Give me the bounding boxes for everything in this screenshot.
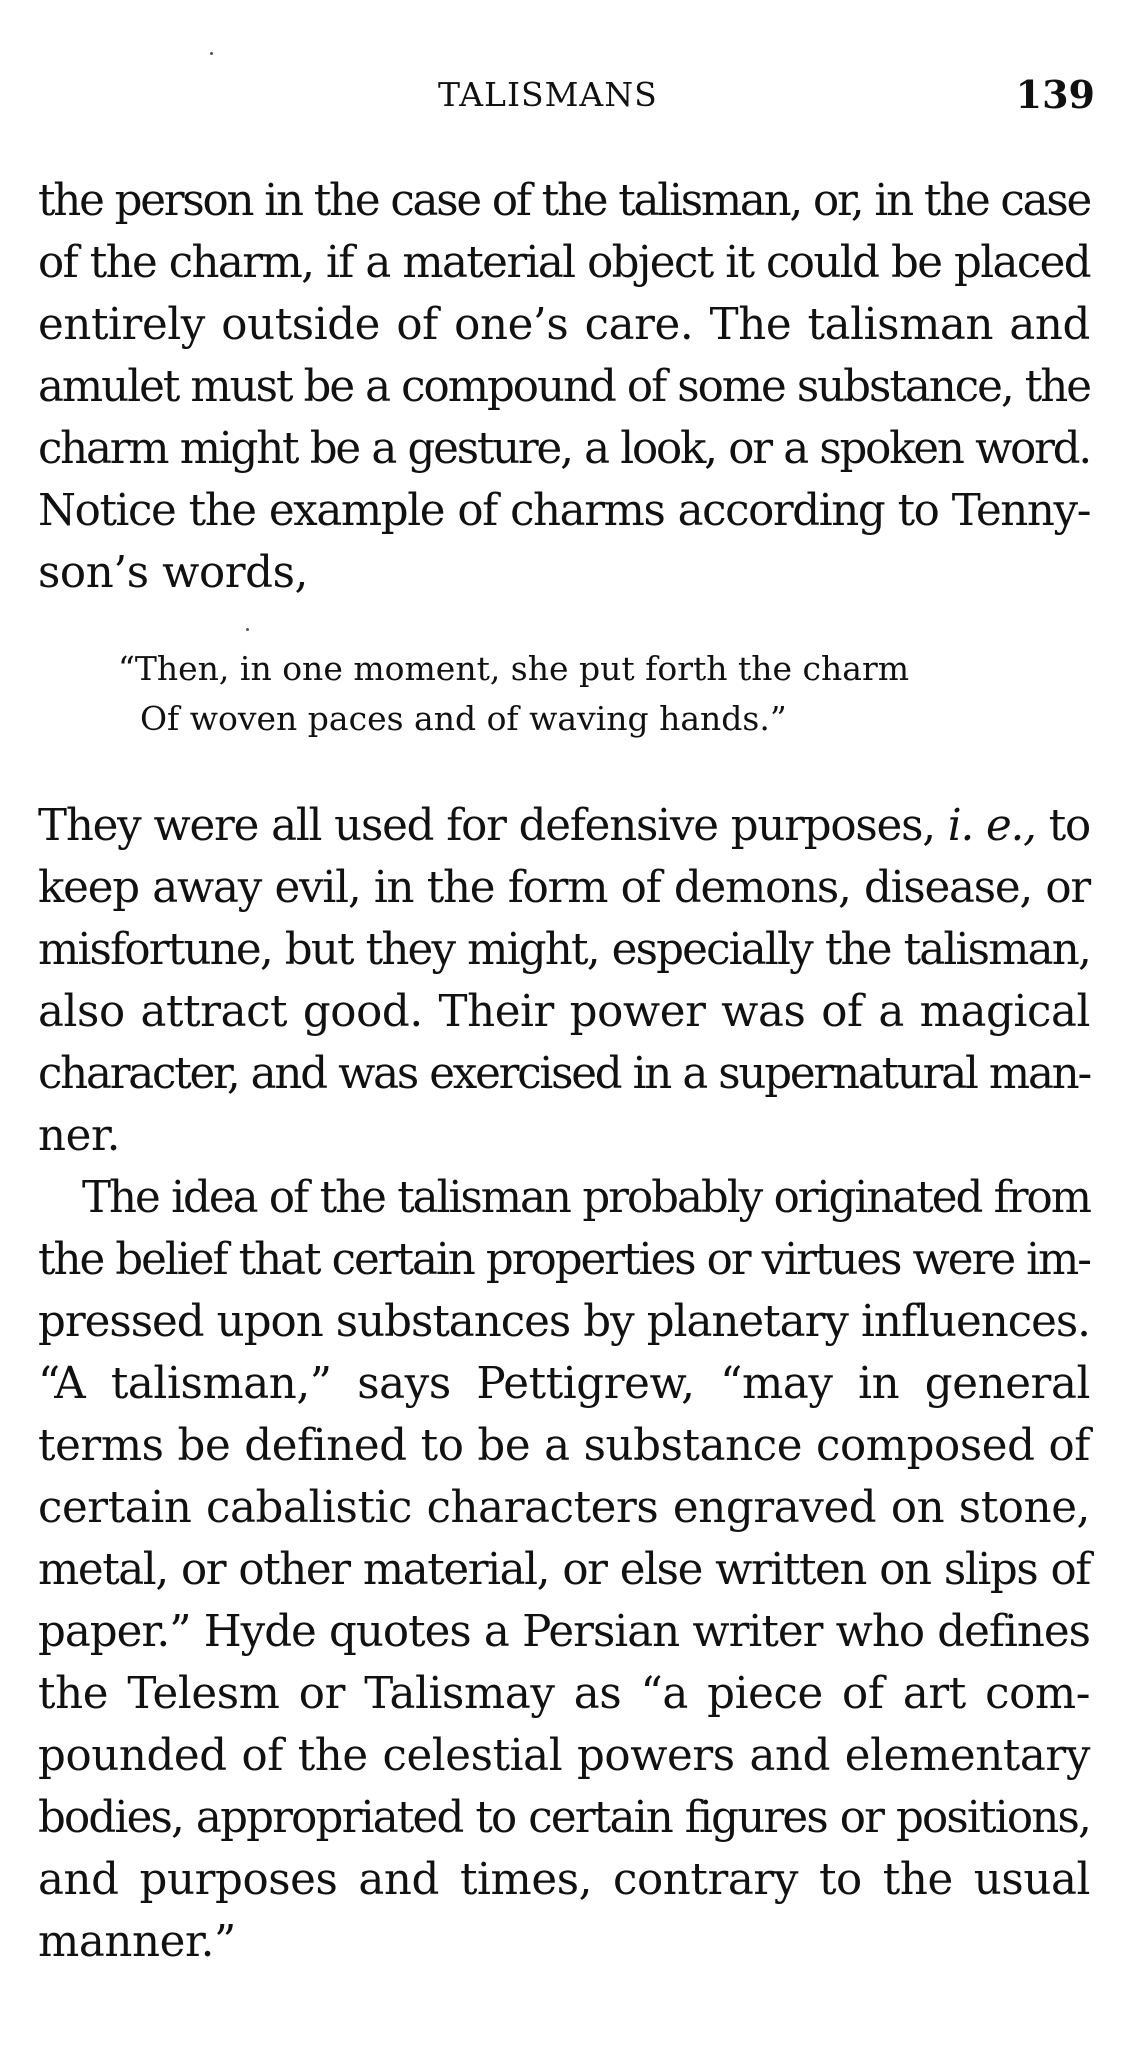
text-line: amulet must be a compound of some substance, the [38, 362, 1090, 412]
text-line: son’s words, [38, 548, 308, 598]
text-line: misfortune, but they might, especially the talisman, [38, 925, 1090, 975]
text-span: They were all used for defensive purposes, [38, 801, 935, 851]
text-line: The idea of the talisman probably originated from [82, 1173, 1090, 1223]
text-line: paper.” Hyde quotes a Persian writer who defines [38, 1607, 1090, 1657]
running-head [28, 70, 1095, 120]
running-title: TALISMANS [438, 75, 658, 114]
text-line: certain cabalistic characters engraved on stone, [38, 1483, 1090, 1533]
text-line: “A talisman,” says Pettigrew, “may in general [38, 1359, 1090, 1409]
italic-abbreviation: i. e., [947, 801, 1036, 851]
verse-line: “Then, in one moment, she put forth the charm [118, 649, 910, 688]
text-line: also attract good. Their power was of a magical [38, 987, 1090, 1037]
text-line [38, 795, 1090, 857]
text-line: ner. [38, 1111, 121, 1161]
text-line: the belief that certain properties or virtues were im- [38, 1235, 1090, 1285]
page-number: 139 [1015, 72, 1095, 117]
text-line: entirely outside of one’s care. The talisman and [38, 300, 1090, 350]
text-line: pounded of the celestial powers and elementary [38, 1731, 1090, 1781]
text-line: and purposes and times, contrary to the usual [38, 1855, 1090, 1905]
text-line: of the charm, if a material object it could be placed [38, 238, 1090, 288]
text-line: the Telesm or Talismay as “a piece of art com- [38, 1669, 1090, 1719]
text-line: terms be defined to be a substance composed of [38, 1421, 1090, 1471]
text-line: pressed upon substances by planetary influences. [38, 1297, 1090, 1347]
text-span: to [1048, 801, 1091, 851]
speck-mark [246, 628, 249, 631]
text-line: keep away evil, in the form of demons, disease, or [38, 863, 1090, 913]
speck-mark [210, 52, 213, 55]
text-line: Notice the example of charms according to Tenny- [38, 486, 1090, 536]
text-line: metal, or other material, or else written on slips of [38, 1545, 1090, 1595]
text-line: bodies, appropriated to certain figures or positions, [38, 1793, 1090, 1843]
text-line: manner.” [38, 1917, 236, 1967]
text-line: the person in the case of the talisman, or, in the case [38, 176, 1090, 226]
text-line: charm might be a gesture, a look, or a spoken word. [38, 424, 1090, 474]
text-line: character, and was exercised in a supernatural man- [38, 1049, 1090, 1099]
verse-line: Of woven paces and of waving hands.” [140, 699, 787, 738]
